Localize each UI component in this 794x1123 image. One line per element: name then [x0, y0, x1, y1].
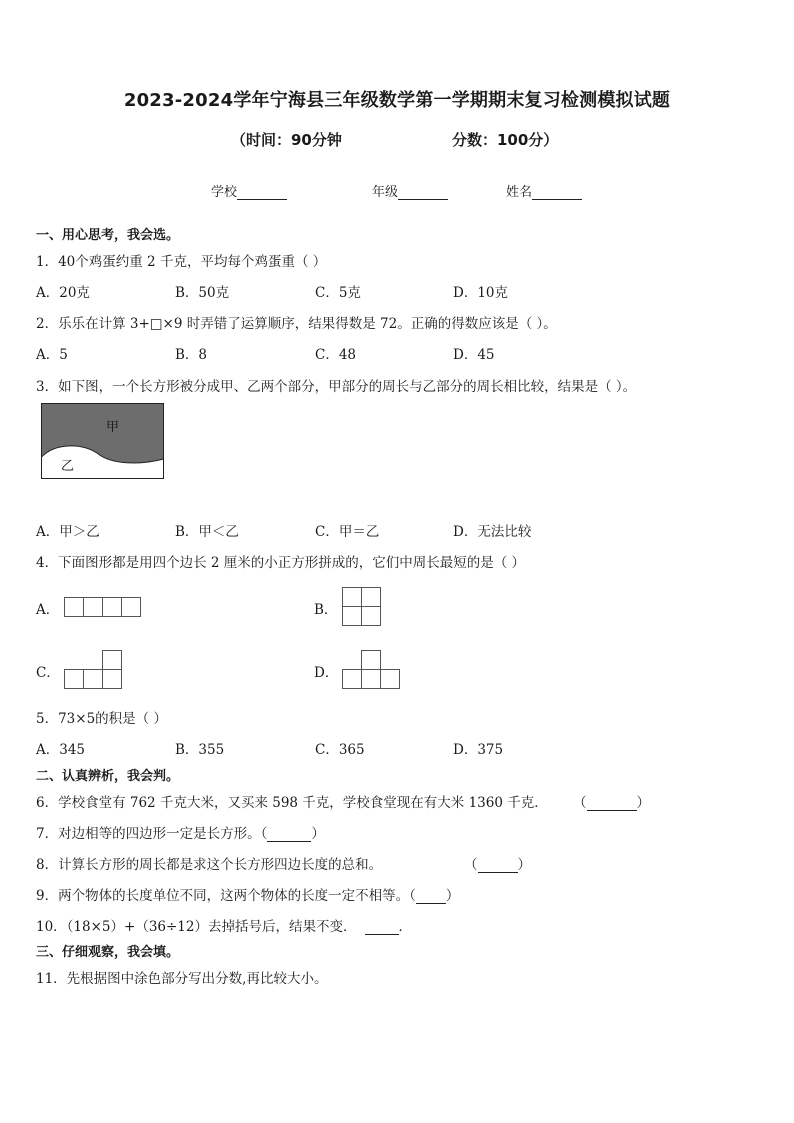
q5-option-a[interactable]: A．345	[36, 742, 86, 758]
question-8: 8．计算长方形的周长都是求这个长方形四边长度的总和。	[36, 857, 383, 873]
q10-end-mark: ．	[398, 919, 412, 935]
q2-option-d[interactable]: D．45	[453, 347, 495, 363]
school-label: 学校	[211, 185, 238, 200]
q4-option-d[interactable]: D．	[314, 665, 339, 681]
q7-answer-blank[interactable]	[267, 827, 311, 842]
q5-option-b[interactable]: B．355	[175, 742, 225, 758]
q7-paren-open: （	[260, 826, 268, 842]
q4-option-c[interactable]: C．	[36, 665, 60, 681]
q3-option-a[interactable]: A．甲＞乙	[36, 524, 100, 540]
question-6: 6．学校食堂有 762 千克大米，又买来 598 千克，学校食堂现在有大米 1360 千克．	[36, 795, 548, 811]
q9-answer-blank[interactable]	[416, 889, 446, 904]
q3-option-d[interactable]: D．无法比较	[453, 524, 532, 540]
q4-option-a[interactable]: A．	[36, 602, 60, 618]
question-7: 7．对边相等的四边形一定是长方形。	[36, 826, 261, 842]
question-11: 11．先根据图中涂色部分写出分数,再比较大小。	[36, 971, 328, 987]
q4-figure-c	[64, 650, 124, 690]
question-4: 4．下面图形都是用四个边长 2 厘米的小正方形拼成的，它们中周长最短的是（ ）	[36, 555, 526, 571]
q3-rectangle-figure	[41, 403, 165, 479]
question-9: 9．两个物体的长度单位不同，这两个物体的长度一定不相等。	[36, 888, 410, 904]
question-2: 2．乐乐在计算 3+□×9 时弄错了运算顺序，结果得数是 72。正确的得数应该是（ ）。	[36, 316, 557, 332]
q2-option-c[interactable]: C．48	[315, 347, 357, 363]
q10-answer-blank[interactable]	[365, 920, 399, 935]
q5-option-c[interactable]: C．365	[315, 742, 365, 758]
q6-answer-blank[interactable]	[587, 796, 637, 811]
q7-paren-close: ）	[311, 826, 325, 842]
name-label: 姓名	[506, 185, 533, 200]
q1-option-c[interactable]: C．5克	[315, 285, 361, 301]
q8-answer	[464, 853, 531, 873]
q1-option-d[interactable]: D．10克	[453, 285, 509, 301]
q3-label-jia: 甲	[106, 420, 120, 435]
question-1: 1．40个鸡蛋约重 2 千克，平均每个鸡蛋重（ ）	[36, 254, 327, 270]
question-3: 3．如下图，一个长方形被分成甲、乙两个部分，甲部分的周长与乙部分的周长相比较，结果是（ ）。	[36, 379, 637, 395]
q5-option-d[interactable]: D．375	[453, 742, 504, 758]
question-5: 5．73×5的积是（ ）	[36, 711, 167, 727]
section-3-heading: 三、仔细观察，我会填。	[36, 945, 180, 960]
q2-option-a[interactable]: A．5	[36, 347, 68, 363]
q4-figure-a	[64, 597, 142, 617]
grade-field	[372, 181, 448, 200]
q9-paren-close: ）	[445, 888, 460, 904]
name-blank[interactable]	[532, 185, 582, 200]
q6-paren-close: ）	[636, 795, 650, 811]
q8-answer-blank[interactable]	[478, 858, 518, 873]
q8-paren-close: ）	[517, 857, 531, 873]
section-1-heading: 一、用心思考，我会选。	[36, 228, 180, 243]
question-10: 10．（18×5）+（36÷12）去掉括号后，结果不变．	[36, 919, 357, 935]
q3-option-b[interactable]: B．甲＜乙	[175, 524, 239, 540]
q6-paren-open: （	[573, 795, 587, 811]
grade-label: 年级	[372, 185, 399, 200]
exam-score: 分数：100分）	[452, 131, 559, 149]
exam-time: （时间：90分钟	[231, 131, 342, 149]
q1-option-a[interactable]: A．20克	[36, 285, 90, 301]
question-7-row	[36, 822, 325, 842]
q9-paren-open: （	[409, 888, 416, 904]
section-2-heading: 二、认真辨析，我会判。	[36, 769, 180, 784]
q2-option-b[interactable]: B．8	[175, 347, 208, 363]
question-10-row	[36, 915, 412, 935]
q3-label-yi: 乙	[61, 459, 75, 474]
name-field	[506, 181, 582, 200]
question-9-row	[36, 884, 459, 904]
q1-option-b[interactable]: B．50克	[175, 285, 230, 301]
q4-figure-b	[342, 587, 382, 627]
q8-paren-open: （	[464, 857, 478, 873]
q4-option-b[interactable]: B．	[314, 602, 338, 618]
grade-blank[interactable]	[398, 185, 448, 200]
school-blank[interactable]	[237, 185, 287, 200]
school-field	[211, 181, 287, 200]
q6-answer	[573, 791, 650, 811]
page-title: 2023-2024学年宁海县三年级数学第一学期期末复习检测模拟试题	[123, 90, 671, 111]
q4-figure-d	[342, 650, 402, 690]
q3-option-c[interactable]: C．甲＝乙	[315, 524, 380, 540]
